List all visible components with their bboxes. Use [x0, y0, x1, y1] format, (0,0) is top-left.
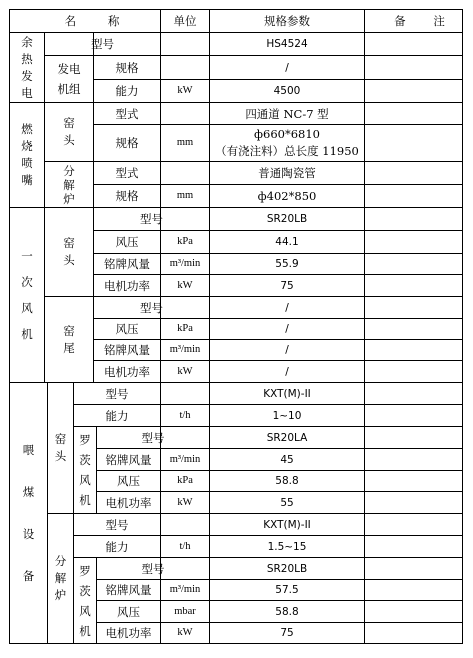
- pf-head-model-label: 型号: [140, 212, 163, 226]
- burner-head-spec-label: 规格: [115, 136, 139, 150]
- pf-head-pressure-label: 风压: [115, 235, 139, 249]
- burner-kiln-head: 窑 头: [63, 116, 75, 147]
- cf-calc-fan-pressure-value: 58.8: [275, 605, 299, 618]
- cf-head-fan-power-label: 电机功率: [105, 495, 152, 510]
- wh-model-label: 型号: [91, 37, 114, 51]
- header-unit: 单位: [173, 14, 197, 28]
- pf-tail-pressure-unit: kPa: [177, 323, 193, 334]
- pf-tail-flow-value: /: [285, 344, 289, 356]
- pf-head-model-value: SR20LB: [266, 213, 308, 225]
- wh-capacity-label: 能力: [115, 84, 139, 98]
- pf-tail-pressure-label: 风压: [115, 322, 139, 336]
- cf-head-roots-fan: 罗 茨 风 机: [79, 433, 91, 507]
- cf-calc-fan-flow-label: 铭牌风量: [105, 583, 152, 597]
- pf-tail-flow-label: 铭牌风量: [104, 343, 150, 357]
- group-primary-fan: 一 次 风 机: [21, 249, 33, 341]
- cf-calc-fan-model-value: SR20LB: [266, 562, 308, 575]
- cf-head-fan-pressure-label: 风压: [117, 474, 140, 488]
- header-remark: 备 注: [394, 14, 457, 28]
- burner-calc-spec-label: 规格: [115, 189, 139, 203]
- burner-calc-spec-unit: mm: [176, 190, 194, 201]
- cf-head-fan-model-value: SR20LA: [266, 431, 308, 444]
- cf-head-model-value: KXT(M)-II: [263, 387, 311, 400]
- burner-calc-form-label: 型式: [115, 166, 139, 180]
- wh-model-value: HS4524: [266, 38, 308, 50]
- cf-head-fan-flow-label: 铭牌风量: [105, 452, 152, 467]
- pf-tail-model-value: /: [285, 301, 289, 314]
- pf-tail-power-unit: kW: [177, 365, 193, 377]
- cf-calc-fan-model-label: 型号: [141, 561, 165, 576]
- cf-calc-model-label: 型号: [105, 517, 129, 532]
- cf-calc-capacity-label: 能力: [105, 539, 129, 554]
- pf-kiln-tail: 窑 尾: [63, 323, 75, 355]
- pf-head-pressure-unit: kPa: [177, 236, 193, 247]
- group-coal-feeding: 喂 煤 设 备: [22, 443, 35, 583]
- burner-calc-spec-value: ф402*850: [257, 189, 317, 203]
- cf-calc-fan-power-unit: kW: [177, 627, 193, 638]
- pf-tail-power-value: /: [285, 365, 289, 378]
- pf-head-pressure-value: 44.1: [275, 236, 299, 248]
- cf-calc-fan-flow-unit: m³/min: [169, 584, 201, 595]
- cf-head-fan-pressure-value: 58.8: [275, 475, 299, 487]
- cf-head-fan-power-value: 55: [280, 496, 294, 509]
- cf-calc-fan-pressure-unit: mbar: [174, 605, 196, 617]
- pf-tail-model-label: 型号: [140, 300, 163, 315]
- pf-head-power-label: 电机功率: [104, 278, 150, 293]
- burner-head-spec-value: ф660*6810 （有浇注料）总长度 11950: [215, 127, 359, 158]
- cf-head-fan-model-label: 型号: [141, 430, 165, 445]
- pf-head-power-unit: kW: [177, 279, 193, 291]
- cf-head-fan-flow-unit: m³/min: [169, 453, 201, 465]
- pf-head-power-value: 75: [280, 279, 294, 292]
- burner-head-form-value: 四通道 NC-7 型: [245, 106, 329, 121]
- pf-tail-flow-unit: m³/min: [169, 344, 201, 355]
- cf-calc-fan-power-value: 75: [280, 627, 294, 639]
- cf-calc-fan-pressure-label: 风压: [117, 604, 140, 619]
- cf-head-fan-flow-value: 45: [280, 453, 294, 466]
- wh-spec-label: 规格: [115, 60, 139, 75]
- group-burner: 燃 烧 喷 嘴: [21, 122, 33, 187]
- pf-head-flow-value: 55.9: [275, 258, 299, 270]
- cf-calc-capacity-unit: t/h: [179, 540, 191, 552]
- pf-tail-power-label: 电机功率: [104, 364, 150, 379]
- cf-calciner: 分 解 炉: [54, 554, 67, 602]
- wh-capacity-value: 4500: [273, 85, 301, 97]
- cf-calc-capacity-value: 1.5~15: [267, 540, 307, 553]
- wh-capacity-unit: kW: [177, 85, 193, 96]
- cf-calc-fan-power-label: 电机功率: [105, 626, 152, 640]
- cf-calc-model-value: KXT(M)-II: [263, 518, 311, 531]
- header-name: 名 称: [64, 14, 134, 28]
- wh-spec-value: /: [285, 61, 289, 74]
- cf-calc-roots-fan: 罗 茨 风 机: [79, 563, 91, 638]
- cf-head-capacity-value: 1~10: [272, 409, 302, 422]
- group-waste-heat: 余 热 发 电: [21, 34, 33, 100]
- pf-head-flow-unit: m³/min: [169, 258, 201, 269]
- cf-head-fan-power-unit: kW: [177, 496, 193, 508]
- burner-head-form-label: 型式: [115, 106, 139, 121]
- burner-calciner: 分 解 炉: [63, 163, 75, 206]
- pf-tail-pressure-value: /: [285, 323, 289, 335]
- header-spec: 规格参数: [264, 14, 310, 28]
- burner-calc-form-value: 普通陶瓷管: [258, 166, 316, 180]
- burner-head-spec-unit: mm: [176, 137, 194, 148]
- cf-kiln-head: 窑 头: [54, 432, 67, 463]
- pf-kiln-head: 窑 头: [63, 236, 75, 267]
- cf-head-model-label: 型号: [105, 386, 129, 401]
- cf-head-fan-pressure-unit: kPa: [177, 475, 193, 486]
- wh-genset-label: 发电 机组: [57, 62, 81, 96]
- cf-calc-fan-flow-value: 57.5: [275, 584, 299, 596]
- cf-head-capacity-label: 能力: [105, 408, 129, 423]
- cf-head-capacity-unit: t/h: [179, 409, 191, 421]
- pf-head-flow-label: 铭牌风量: [104, 257, 150, 271]
